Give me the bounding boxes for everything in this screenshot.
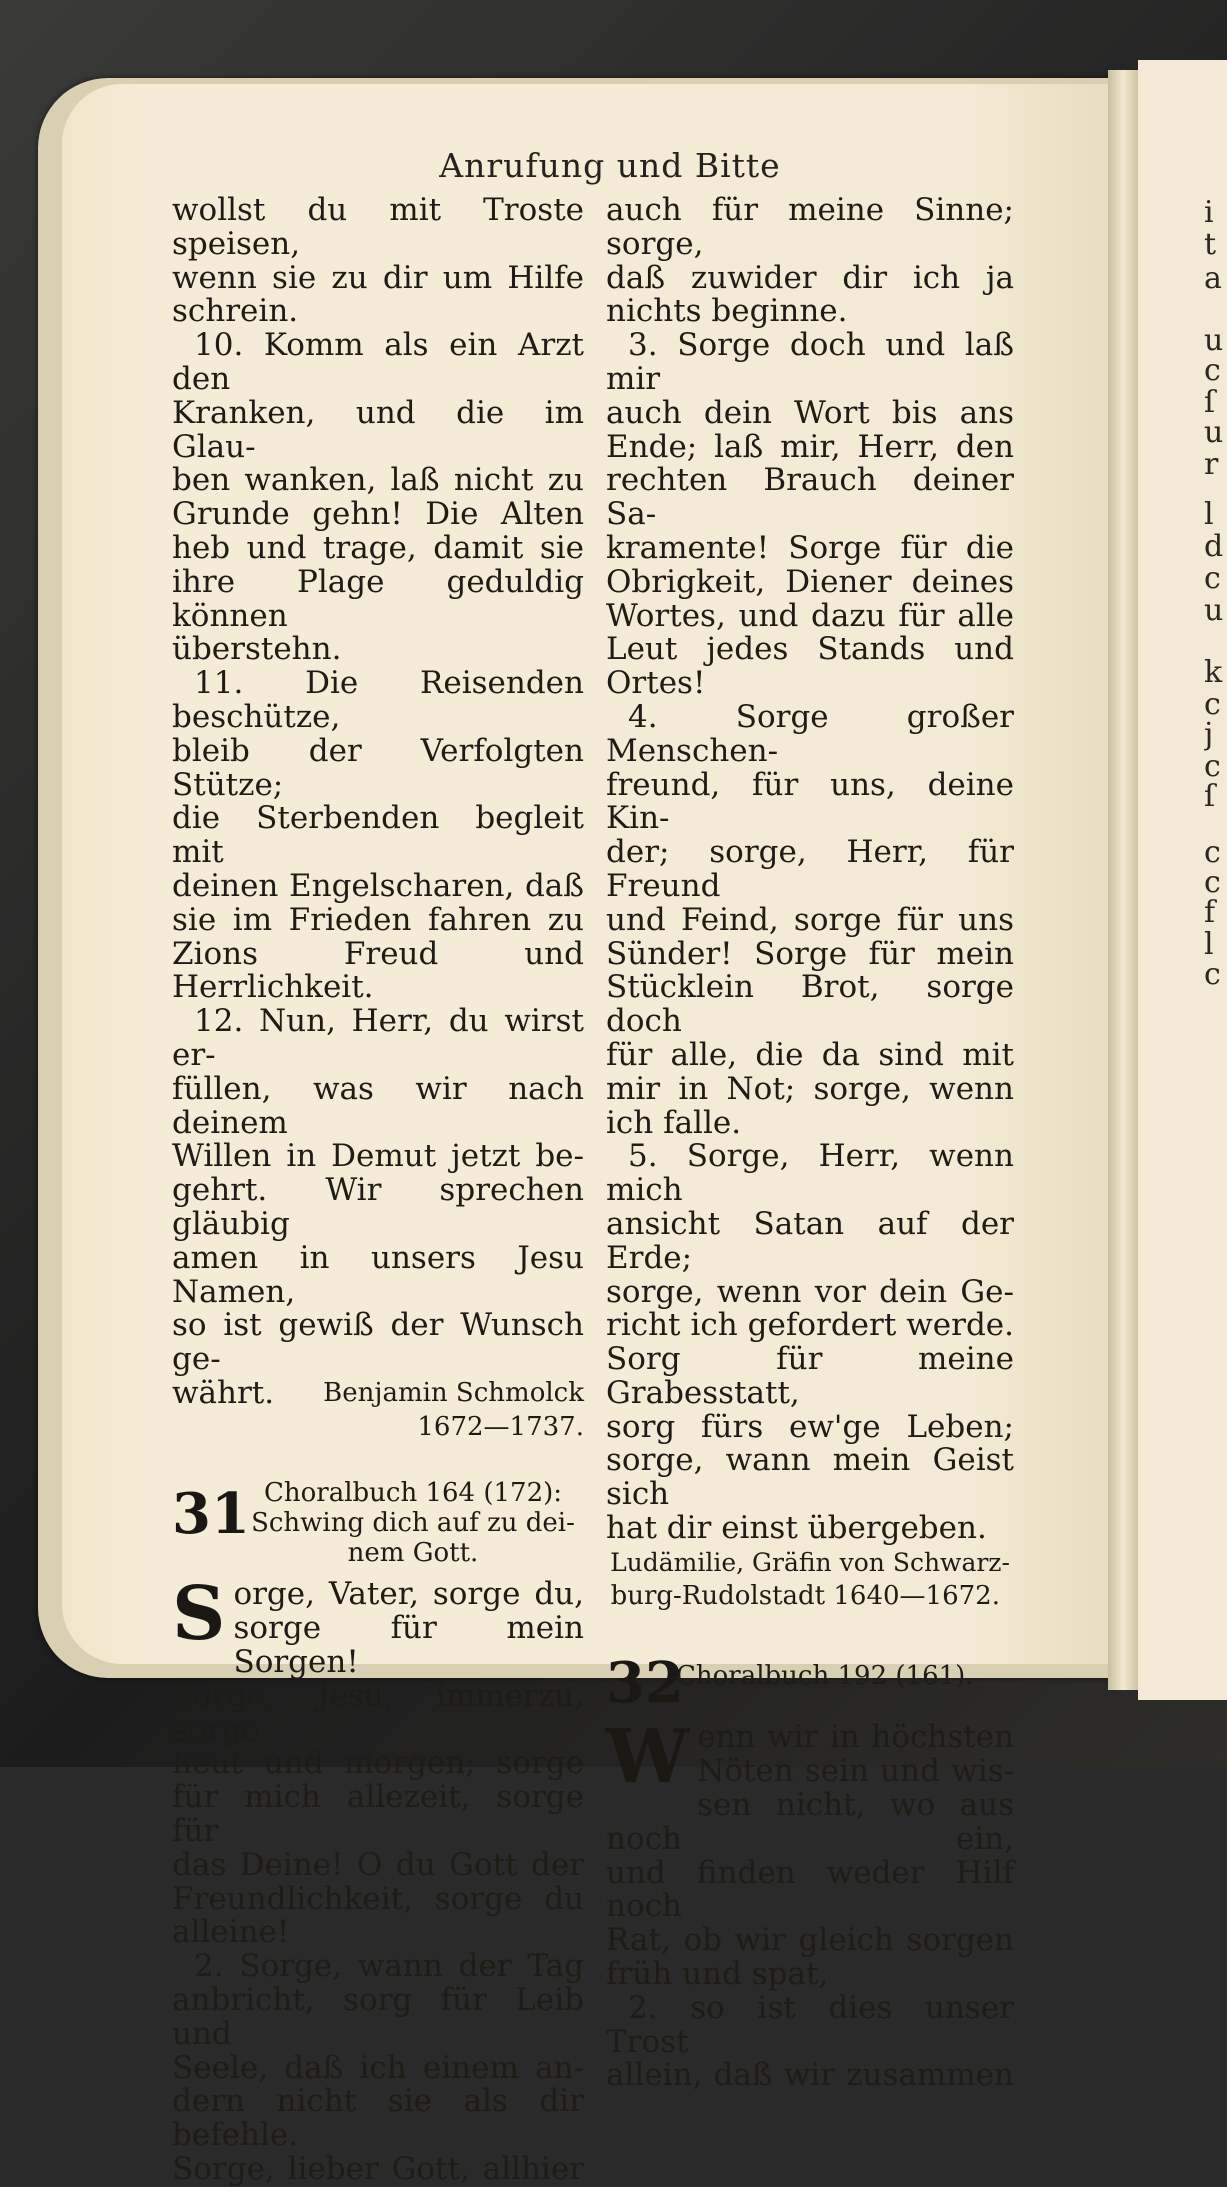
- verse-11: [172, 667, 584, 1005]
- hymn-32-verse-1: [606, 1714, 1014, 1993]
- book-gutter: [1108, 70, 1138, 1690]
- text-line: mir in Not; sorge, wenn: [606, 1070, 1014, 1107]
- cut-off-letter: u: [1204, 594, 1224, 628]
- text-line: Kranken, und die im Glau-: [172, 394, 584, 465]
- cut-off-letter: c: [1204, 866, 1221, 900]
- text-line: das Deine! O du Gott der: [172, 1846, 584, 1883]
- text-line: allein, daß wir zusammen: [606, 2057, 1014, 2094]
- text-line: 4. Sorge großer Menschen-: [606, 698, 1014, 769]
- text-line: Ende; laß mir, Herr, den: [606, 428, 1014, 465]
- text-line: Obrigkeit, Diener deines: [606, 563, 1014, 600]
- cut-off-letter: c: [1204, 750, 1221, 784]
- text-line: Sorg für meine Grabesstatt,: [606, 1341, 1014, 1411]
- text-line: 12. Nun, Herr, du wirst er-: [172, 1003, 584, 1073]
- text-line: Sorge, lieber Gott, allhier: [172, 2151, 584, 2187]
- cut-off-letter: f: [1204, 896, 1216, 930]
- cut-off-letter: c: [1204, 836, 1221, 870]
- cut-off-letter: l: [1204, 928, 1214, 962]
- text-line: anbricht, sorg für Leib und: [172, 1982, 584, 2052]
- text-line: der; sorge, Herr, für Freund: [606, 834, 1014, 904]
- text-line: ben wanken, laß nicht zu: [172, 462, 584, 499]
- text-line: wollst du mit Troste speisen,: [172, 192, 584, 262]
- text-line: Freundlichkeit, sorge du: [172, 1880, 584, 1917]
- choralbuch-ref: Choralbuch 164 (172):: [263, 1478, 563, 1509]
- hymn-31-verse-2: [172, 1950, 584, 2187]
- text-line: die Sterbenden begleit mit: [172, 800, 584, 871]
- hymn-31-tune: [242, 1478, 584, 1568]
- cut-off-letter: c: [1204, 688, 1221, 722]
- text-line: 3. Sorge doch und laß mir: [606, 327, 1014, 397]
- text-line: daß zuwider dir ich ja: [606, 259, 1014, 296]
- text-line: und Feind, sorge für uns: [606, 901, 1014, 938]
- text-line: wenn sie zu dir um Hilfe: [172, 259, 584, 296]
- text-line: Zions Freud und Herrlichkeit.: [172, 935, 584, 1006]
- text-line: Ortes!: [606, 665, 706, 702]
- text-line: rechten Brauch deiner Sa-: [606, 462, 1014, 533]
- text-line: freund, für uns, deine Kin-: [606, 766, 1014, 837]
- text-line: heut und morgen; sorge: [172, 1745, 584, 1782]
- text-line: auch für meine Sinne; sorge,: [606, 192, 1014, 262]
- author-dates-schmolck: 1672—1737.: [417, 1411, 584, 1442]
- text-line: 2. so ist dies unser Trost: [606, 1989, 1014, 2060]
- text-line: ansicht Satan auf der Erde;: [606, 1205, 1014, 1276]
- text-line: heb und trage, damit sie: [172, 529, 584, 566]
- text-line: 2. Sorge, wann der Tag: [194, 1948, 584, 1985]
- text-line: so ist gewiß der Wunsch ge-: [172, 1307, 584, 1378]
- text-line: für mich allezeit, sorge für: [172, 1779, 584, 1850]
- text-line: ich falle.: [606, 1104, 742, 1141]
- text-line: Sünder! Sorge für mein: [606, 935, 1014, 972]
- text-line: kramente! Sorge für die: [606, 529, 1014, 566]
- right-column: [606, 194, 1014, 2093]
- hymn-32-header: [606, 1647, 1014, 1717]
- text-line: füllen, was wir nach deinem: [172, 1070, 584, 1141]
- text-line: 10. Komm als ein Arzt den: [172, 327, 584, 397]
- drop-cap: W: [606, 1714, 690, 1801]
- author-ludaemilie-dates: burg-Rudolstadt 1640—1672.: [610, 1580, 1000, 1611]
- text-line: orge, Vater, sorge du,: [233, 1576, 584, 1613]
- left-column: [172, 194, 584, 2187]
- verse-10: [172, 329, 584, 667]
- hymn-31-verse-1: [172, 1571, 584, 1951]
- cut-off-letter: ſ: [1204, 386, 1216, 420]
- author-schmolck: Benjamin Schmolck: [323, 1377, 584, 1408]
- text-line: nichts beginne.: [606, 293, 848, 330]
- text-line: Willen in Demut jetzt be-: [172, 1138, 584, 1175]
- cut-off-letter: c: [1204, 562, 1221, 596]
- hymn-32-verse-2: [606, 1989, 1014, 2094]
- tune-line: nem Gott.: [347, 1538, 479, 1569]
- text-line: auch dein Wort bis ans: [606, 394, 1014, 431]
- choralbuch-ref: Choralbuch 192 (161).: [676, 1661, 974, 1692]
- author-ludaemilie: Ludämilie, Gräfin von Schwarz-: [610, 1547, 1010, 1577]
- cut-off-letter: l: [1204, 498, 1214, 532]
- text-line: amen in unsers Jesu Namen,: [172, 1239, 584, 1310]
- verse-12-last: währt.: [172, 1374, 275, 1411]
- text-line: dern nicht sie als dir befehle.: [172, 2083, 584, 2154]
- text-line: deinen Engelscharen, daß: [172, 867, 584, 904]
- text-line: ihre Plage geduldig können: [172, 563, 584, 634]
- cut-off-letter: c: [1204, 958, 1221, 992]
- cut-off-letter: ſ: [1204, 780, 1216, 814]
- text-line: Wortes, und dazu für alle: [606, 597, 1014, 634]
- text-line: bleib der Verfolgten Stütze;: [172, 732, 584, 803]
- text-line: Nöten sein und wis-: [697, 1753, 1014, 1790]
- cut-off-letter: r: [1204, 448, 1219, 482]
- text-line: 11. Die Reisenden beschütze,: [172, 665, 584, 735]
- text-line: sie im Frieden fahren zu: [172, 901, 584, 938]
- text-line: sorg fürs ew'ge Leben;: [606, 1408, 1014, 1445]
- verse-4: [606, 698, 1014, 1141]
- continuation-text: [606, 194, 1014, 329]
- verse-3: [606, 329, 1014, 701]
- tune-line: Schwing dich auf zu dei-: [251, 1508, 575, 1539]
- cut-off-letter: k: [1204, 656, 1223, 690]
- cut-off-letter: u: [1204, 324, 1224, 358]
- cut-off-letter: t: [1204, 228, 1217, 262]
- text-line: alleine!: [172, 1914, 290, 1951]
- text-line: Rat, ob wir gleich sorgen: [606, 1922, 1014, 1959]
- cut-off-letter: j: [1204, 718, 1214, 752]
- text-line: sorge für mein Sorgen!: [233, 1610, 584, 1681]
- text-line: überstehn.: [172, 631, 342, 668]
- text-line: hat dir einst übergeben.: [606, 1510, 987, 1547]
- verse-12-lines: [172, 1005, 584, 1377]
- hymn-number: 31: [172, 1481, 250, 1548]
- text-line: früh und spat,: [606, 1956, 829, 1993]
- hymn-number: 32: [606, 1650, 684, 1717]
- text-line: enn wir in höchsten: [697, 1719, 1014, 1756]
- text-line: Grunde gehn! Die Alten: [172, 496, 584, 533]
- cut-off-letter: c: [1204, 354, 1221, 388]
- text-line: Sorge, Jesu, immerzu, sorge: [172, 1677, 584, 1748]
- cut-off-letter: d: [1204, 530, 1224, 564]
- verse-1-lines: [172, 1571, 584, 1951]
- text-line: für alle, die da sind mit: [606, 1036, 1014, 1073]
- drop-cap: S: [172, 1571, 226, 1658]
- text-line: sorge, wenn vor dein Ge-: [606, 1273, 1014, 1310]
- text-line: Seele, daß ich einem an-: [172, 2049, 584, 2086]
- text-line: sorge, wann mein Geist sich: [606, 1442, 1014, 1513]
- running-head: Anrufung und Bitte: [439, 146, 781, 185]
- cut-off-letter: i: [1204, 196, 1214, 230]
- hymn-31-header: [172, 1478, 584, 1568]
- verse-5: [606, 1140, 1014, 1546]
- text-line: schrein.: [172, 293, 299, 330]
- cut-off-letter: u: [1204, 416, 1224, 450]
- text-line: Stücklein Brot, sorge doch: [606, 969, 1014, 1040]
- verse-12: [172, 1005, 584, 1444]
- text-line: Leut jedes Stands und: [606, 631, 1014, 668]
- cut-off-letter: a: [1204, 262, 1222, 296]
- text-line: 5. Sorge, Herr, wenn mich: [606, 1138, 1014, 1209]
- text-line: richt ich gefordert werde.: [606, 1307, 1014, 1344]
- text-line: gehrt. Wir sprechen gläubig: [172, 1172, 584, 1242]
- text-line: und finden weder Hilf noch: [606, 1854, 1014, 1925]
- text-line: sen nicht, wo aus noch ein,: [606, 1787, 1014, 1857]
- continuation-text: [172, 194, 584, 329]
